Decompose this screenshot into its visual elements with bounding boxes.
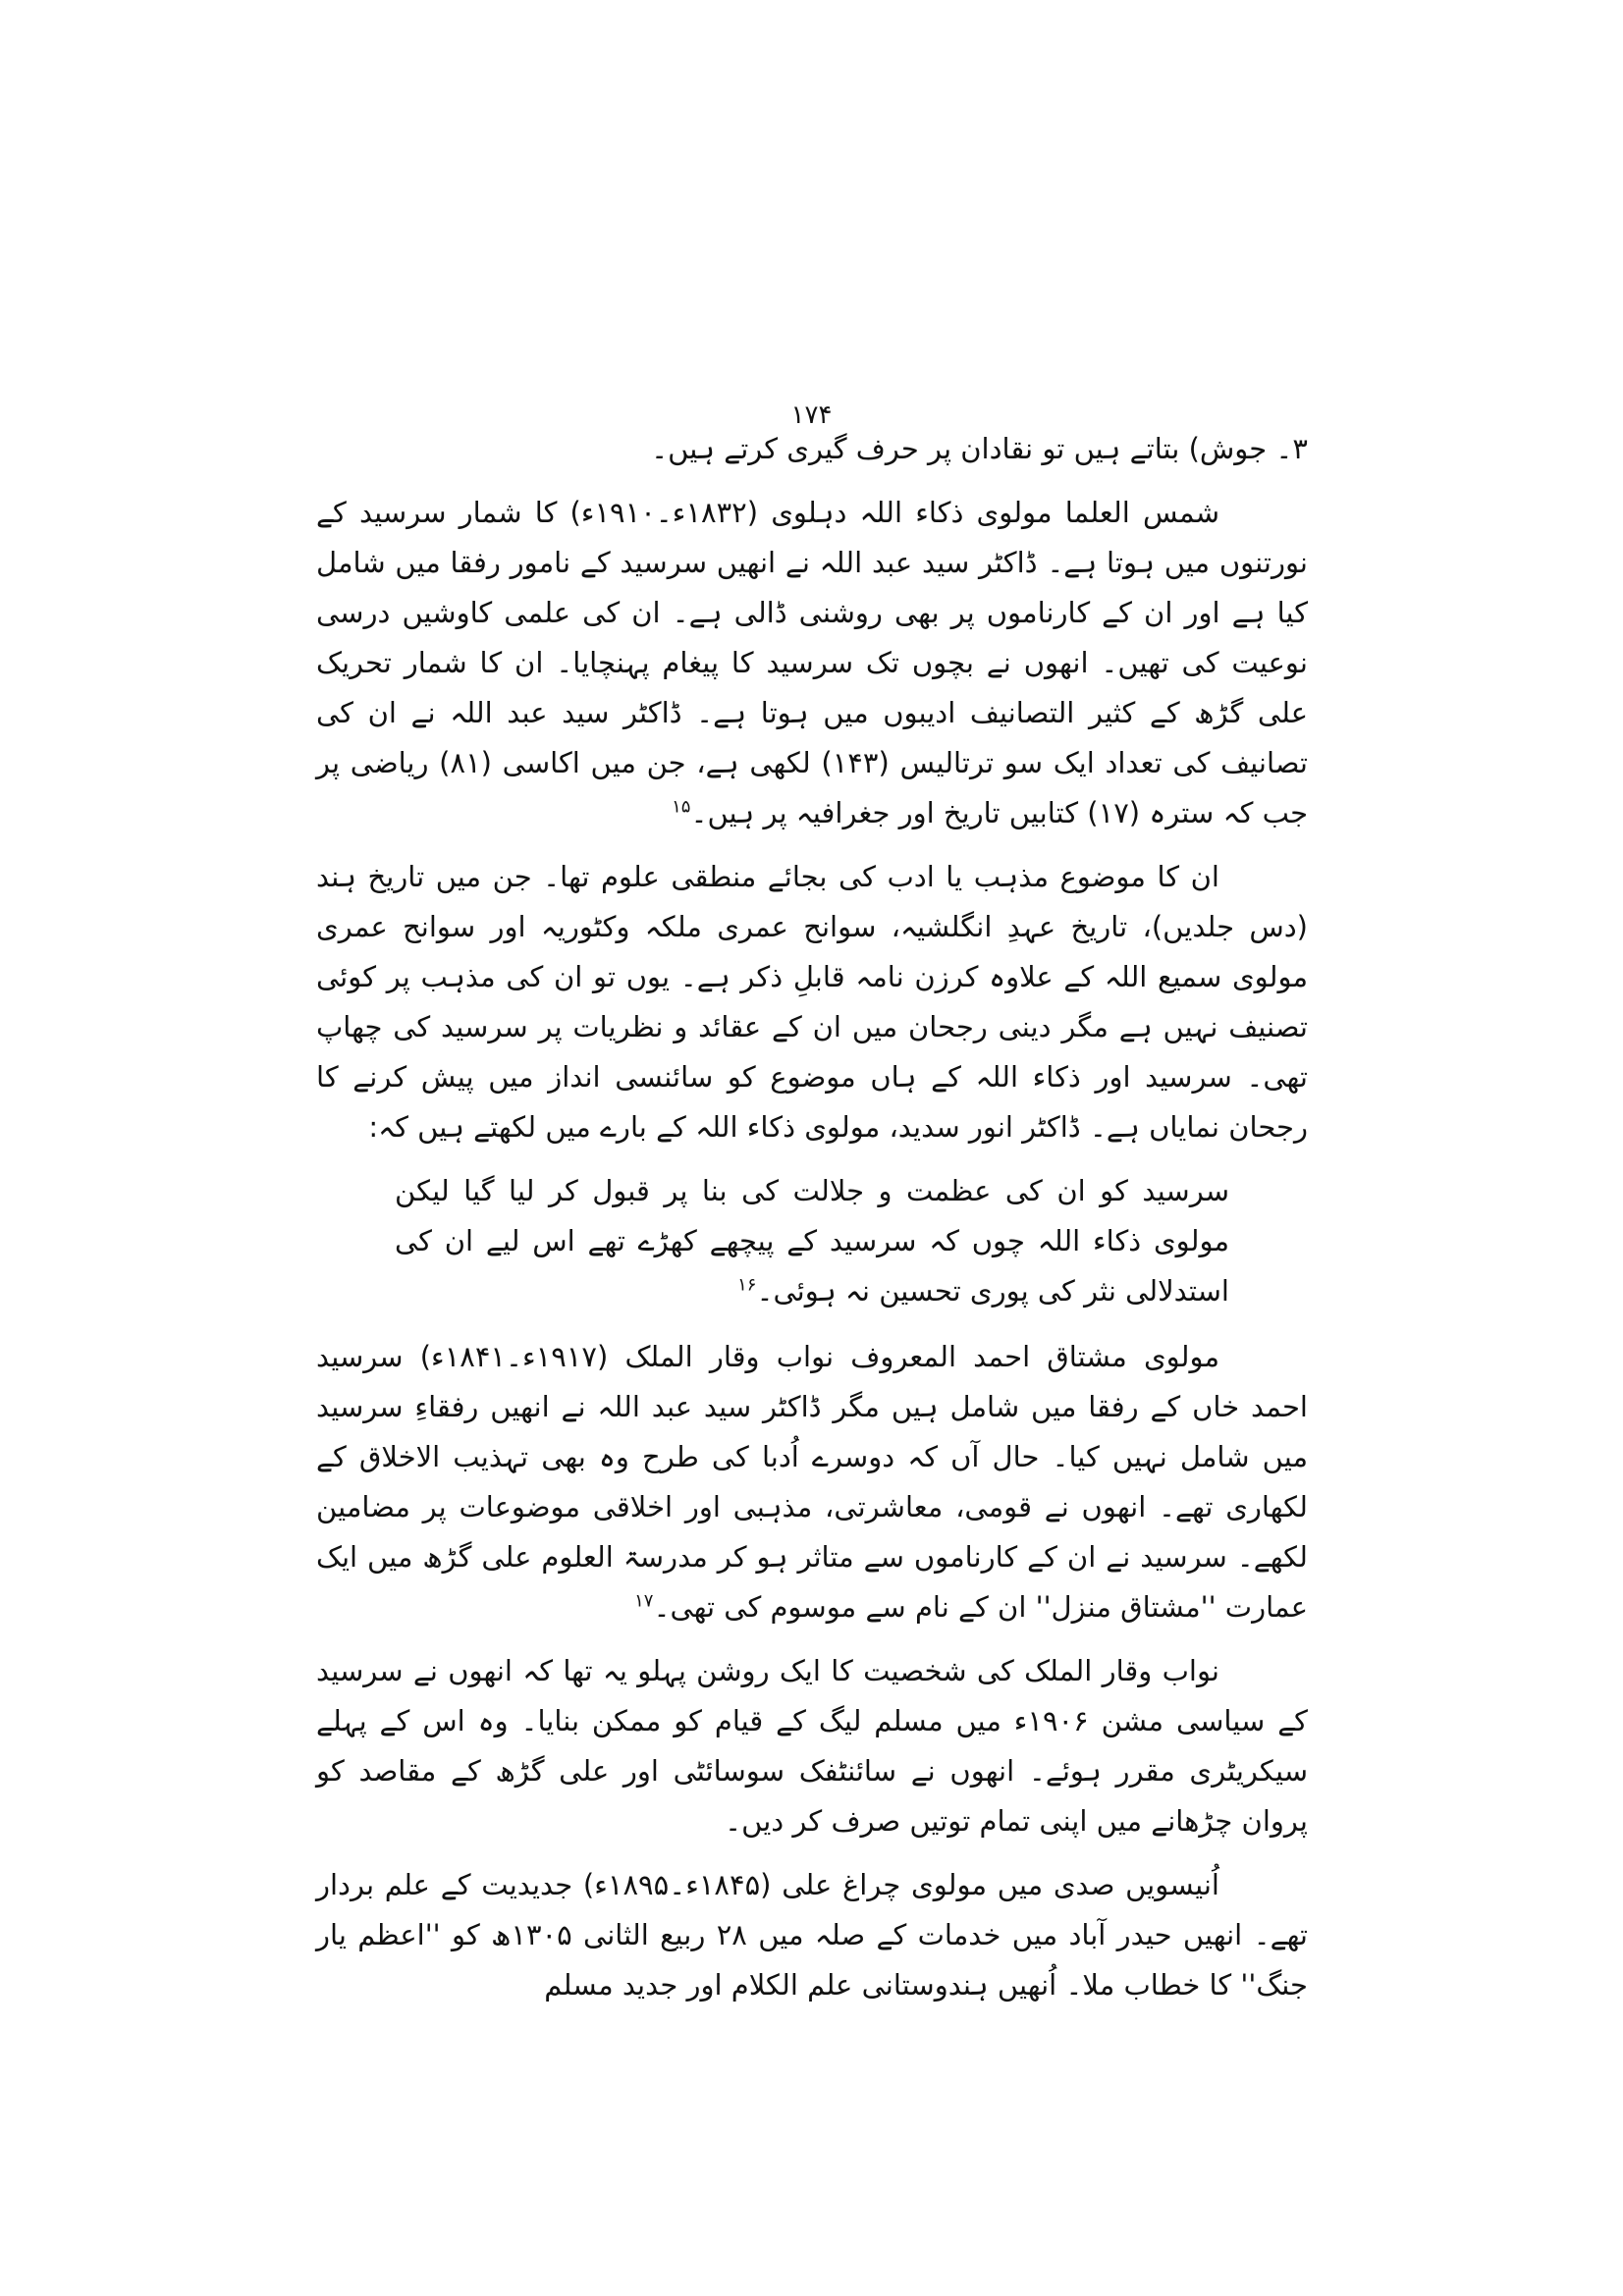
paragraph-6: اُنیسویں صدی میں مولوی چراغ علی (۱۸۴۵ء۔۱۸۹۵ء) جدیدیت کے علم بردار تھے۔ انھیں حیدر آباد میں خدمات کے صلہ میں ۲۸ ربیع الثانی ۱۳۰۵ھ کو ''اعظم یار جنگ'' کا خطاب ملا۔ اُنھیں ہندوستانی علم الکلام اور جدید مسلم xyxy=(316,1868,1309,2002)
paragraph-1: ۳۔ جوش) بتاتے ہیں تو نقادان پر حرف گیری کرتے ہیں۔ xyxy=(651,432,1308,465)
paragraph-4-text: مولوی مشتاق احمد المعروف نواب وقار الملک (۱۹۱۷ء۔۱۸۴۱ء) سرسید احمد خاں کے رفقا میں شامل ہیں مگر ڈاکٹر سید عبد اللہ نے انھیں رفقاءِ سرسید میں شامل نہیں کیا۔ حال آں کہ دوسرے اُدبا کی طرح وہ بھی تہذیب الاخلاق کے لکھاری تھے۔ انھوں نے قومی، معاشرتی، مذہبی اور اخلاقی موضوعات پر مضامین لکھے۔ سرسید نے ان کے کارناموں سے متاثر ہو کر مدرسۃ العلوم علی گڑھ میں ایک عمارت ''مشتاق منزل'' ان کے نام سے موسوم کی تھی۔ xyxy=(316,1340,1308,1624)
paragraph-2-text: شمس العلما مولوی ذکاء اللہ دہلوی (۱۸۳۲ء۔۱۹۱۰ء) کا شمار سرسید کے نورتنوں میں ہوتا ہے۔ ڈاکٹر سید عبد اللہ نے انھیں سرسید کے نامور رفقا میں شامل کیا ہے اور ان کے کارناموں پر بھی روشنی ڈالی ہے۔ ان کی علمی کاوشیں درسی نوعیت کی تھیں۔ انھوں نے بچوں تک سرسید کا پیغام پہنچایا۔ ان کا شمار تحریک علی گڑھ کے کثیر التصانیف ادیبوں میں ہوتا ہے۔ ڈاکٹر سید عبد اللہ نے ان کی تصانیف کی تعداد ایک سو ترتالیس (۱۴۳) لکھی ہے، جن میں اکاسی (۸۱) ریاضی پر جب کہ سترہ (۱۷) کتابیں تاریخ اور جغرافیہ پر ہیں۔ xyxy=(316,496,1308,829)
footnote-marker-16: ۱۶ xyxy=(737,1274,757,1296)
paragraph-2 xyxy=(316,488,1308,838)
footnote-marker-17: ۱۷ xyxy=(634,1590,654,1612)
footnote-marker-15: ۱۵ xyxy=(672,796,691,818)
paragraph-3: ان کا موضوع مذہب یا ادب کی بجائے منطقی علوم تھا۔ جن میں تاریخ ہند (دس جلدیں)، تاریخ عہدِ انگلشیہ، سوانح عمری ملکہ وکٹوریہ اور سوانح عمری مولوی سمیع اللہ کے علاوہ کرزن نامہ قابلِ ذکر ہے۔ یوں تو ان کی مذہب پر کوئی تصنیف نہیں ہے مگر دینی رجحان میں ان کے عقائد و نظریات پر سرسید کی چھاپ تھی۔ سرسید اور ذکاء اللہ کے ہاں موضوع کو سائنسی انداز میں پیش کرنے کا رجحان نمایاں ہے۔ ڈاکٹر انور سدید، مولوی ذکاء اللہ کے بارے میں لکھتے ہیں کہ: xyxy=(316,860,1308,1144)
block-quote-text: سرسید کو ان کی عظمت و جلالت کی بنا پر قبول کر لیا گیا لیکن مولوی ذکاء اللہ چوں کہ سرسید کے پیچھے کھڑے تھے اس لیے ان کی استدلالی نثر کی پوری تحسین نہ ہوئی۔ xyxy=(395,1174,1229,1308)
paragraph-5: نواب وقار الملک کی شخصیت کا ایک روشن پہلو یہ تھا کہ انھوں نے سرسید کے سیاسی مشن ۱۹۰۶ء میں مسلم لیگ کے قیام کو ممکن بنایا۔ وہ اس کے پہلے سیکریٹری مقرر ہوئے۔ انھوں نے سائنٹفک سوسائٹی اور علی گڑھ کے مقاصد کو پروان چڑھانے میں اپنی تمام توتیں صرف کر دیں۔ xyxy=(316,1654,1308,1838)
block-quote xyxy=(395,1166,1229,1316)
paragraph-4 xyxy=(316,1332,1308,1632)
page-number: ۱۷۴ xyxy=(790,400,833,430)
body-text xyxy=(316,424,1308,2024)
